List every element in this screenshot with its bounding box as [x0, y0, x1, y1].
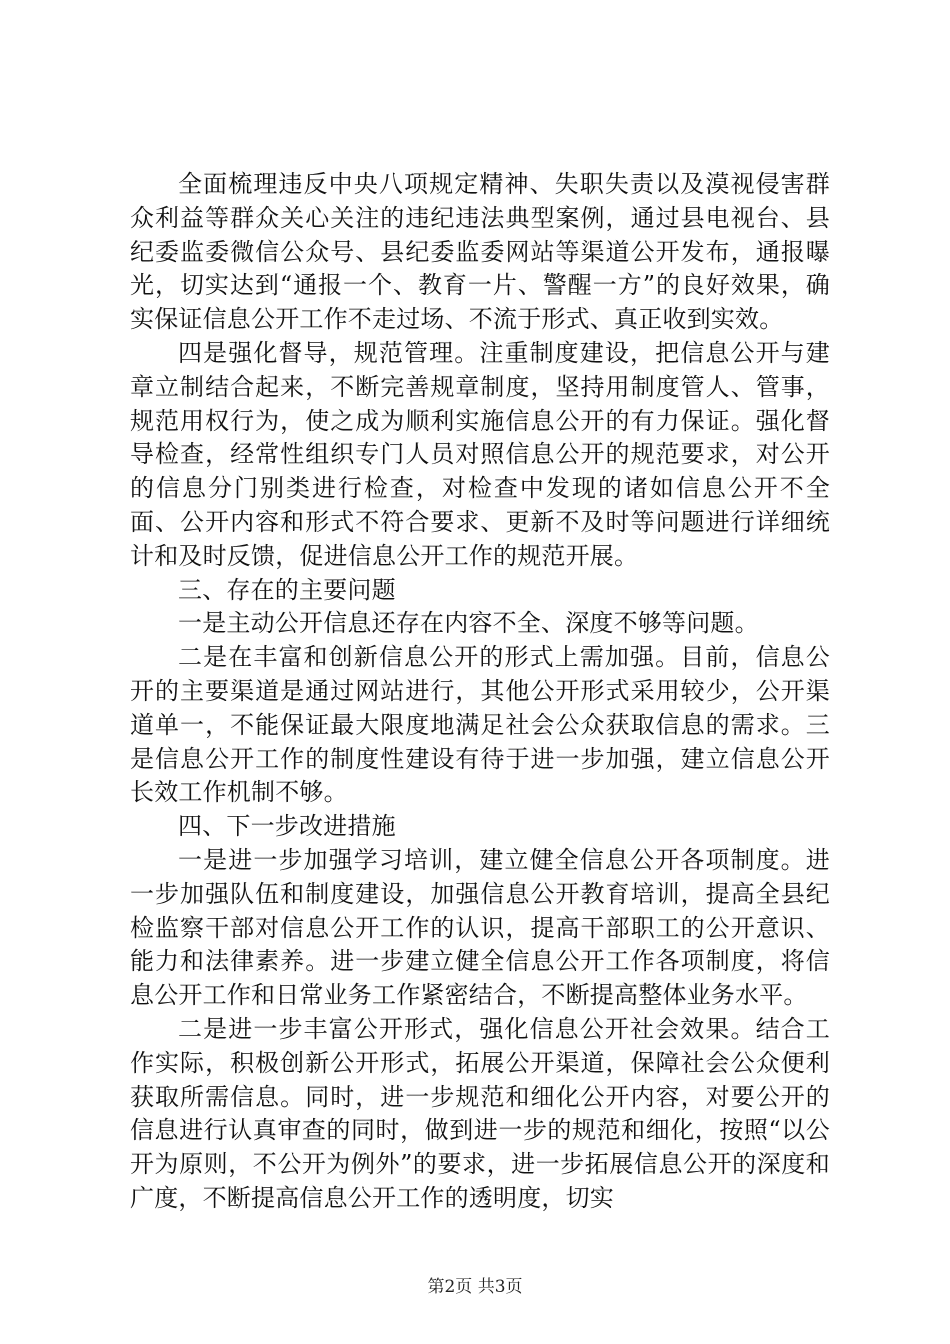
paragraph-case-publicity: 全面梳理违反中央八项规定精神、失职失责以及漠视侵害群众利益等群众关心关注的违纪违法典型案例，通过县电视台、县纪委监委微信公众号、县纪委监委网站等渠道公开发布，通报曝光，切实达到“通报一个、教育一片、警醒一方”的良好效果，确实保证信息公开工作不走过场、不流于形式、真正收到实效。: [130, 170, 830, 334]
paragraph-problem-two-three: 二是在丰富和创新信息公开的形式上需加强。目前，信息公开的主要渠道是通过网站进行，其他公开形式采用较少，公开渠道单一，不能保证最大限度地满足社会公众获取信息的需求。三是信息公开工作的制度性建设有待于进一步加强，建立信息公开长效工作机制不够。: [130, 643, 830, 807]
paragraph-problem-one: 一是主动公开信息还存在内容不全、深度不够等问题。: [178, 609, 759, 638]
section-heading-problems: 三、存在的主要问题: [178, 575, 396, 604]
paragraph-supervision: 四是强化督导，规范管理。注重制度建设，把信息公开与建章立制结合起来，不断完善规章制度，坚持用制度管人、管事，规范用权行为，使之成为顺利实施信息公开的有力保证。强化督导检查，经常性组织专门人员对照信息公开的规范要求，对公开的信息分门别类进行检查，对检查中发现的诸如信息公开不全面、公开内容和形式不符合要求、更新不及时等问题进行详细统计和及时反馈，促进信息公开工作的规范开展。: [130, 338, 830, 570]
section-heading-improvements: 四、下一步改进措施: [178, 812, 396, 841]
paragraph-improvement-two: 二是进一步丰富公开形式，强化信息公开社会效果。结合工作实际，积极创新公开形式，拓展公开渠道，保障社会公众便利获取所需信息。同时，进一步规范和细化公开内容，对要公开的信息进行认真审查的同时，做到进一步的规范和细化，按照“以公开为原则，不公开为例外”的要求，进一步拓展信息公开的深度和广度，不断提高信息公开工作的透明度，切实: [130, 1014, 830, 1212]
page-number-footer: 第2页 共3页: [427, 1277, 523, 1297]
paragraph-improvement-one: 一是进一步加强学习培训，建立健全信息公开各项制度。进一步加强队伍和制度建设，加强信息公开教育培训，提高全县纪检监察干部对信息公开工作的认识，提高干部职工的公开意识、能力和法律素养。进一步建立健全信息公开工作各项制度，将信息公开工作和日常业务工作紧密结合，不断提高整体业务水平。: [130, 845, 830, 1010]
document-body: [130, 168, 830, 1216]
